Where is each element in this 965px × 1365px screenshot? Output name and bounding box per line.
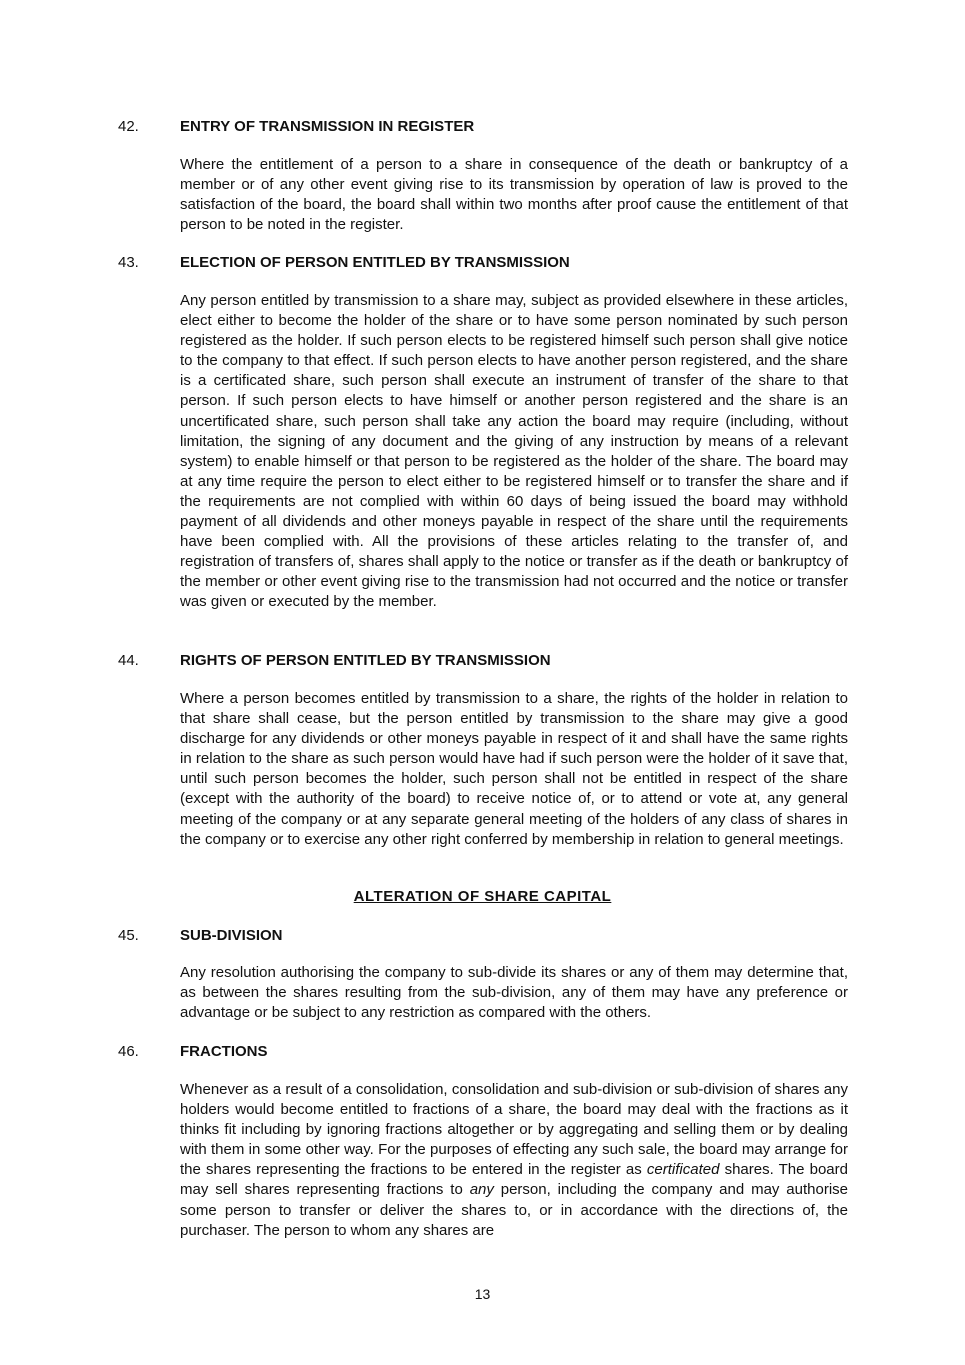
article-title: ENTRY OF TRANSMISSION IN REGISTER [180,118,475,135]
italic-term: certificated [646,1161,720,1179]
article-number: 44. [118,652,139,669]
article-heading [0,1042,965,1062]
article-body: Where a person becomes entitled by transmission to a share, the rights of the holder in relation to that share shall cease, but the person entitled by transmission to the share may give a good discharge for any dividends or other moneys payable in respect of it and shall have the same rights in relation to the share as such person would have had if such person were the holder of it save that, until such person becomes the holder, such person shall not be entitled in respect of the share (except with the authority of the board) to receive notice of, or to attend or vote at, any general meeting of the company or at any separate general meeting of the holders of any class of shares in the company or to exercise any other right conferred by membership in relation to general meetings. [180,690,848,848]
article-title: FRACTIONS [180,1043,268,1060]
italic-term: any [469,1181,494,1199]
article-heading [0,253,965,273]
article-44 [0,651,965,848]
article-body: Where the entitlement of a person to a share in consequence of the death or bankruptcy of a member or of any other event giving rise to its transmission by operation of law is proved to the satisfaction of the board, the board shall within two months after proof cause the entitlement of that person to be noted in the register. [180,156,848,234]
article-number: 43. [118,254,139,271]
page-number: 13 [474,1286,491,1302]
article-title: SUB-DIVISION [180,927,283,944]
article-heading [0,117,965,137]
article-42 [0,117,965,234]
article-heading [0,926,965,946]
article-number: 46. [118,1043,139,1060]
article-body: Any person entitled by transmission to a share may, subject as provided elsewhere in these articles, elect either to become the holder of the share or to have some person nominated by such person registered as the holder. If such person elects to be registered himself such person shall give notice to the company to that effect. If such person elects to have another person registered, and the share is a certificated share, such person shall execute an instrument of transfer of the share to that person. If such person elects to have himself or another person registered and the share is an uncertificated share, such person shall take any action the board may require (including, without limitation, the signing of any document and the giving of any instruction by means of a relevant system) to enable himself or that person to be registered as the holder of the share. The board may at any time require the person to elect either to be registered himself or to transfer the share and if the requirements are not complied with within 60 days of being issued the board may withhold payment of all dividends and other moneys payable in respect of the share until the requirements have been complied with. All the provisions of these articles relating to the transfer of, and registration of transfers of, shares shall apply to the notice or transfer as if the death or bankruptcy of the member or other event giving rise to the transmission had not occurred and the notice or transfer was given or executed by the member. [180,292,848,611]
article-46 [0,1042,965,1239]
article-body: Any resolution authorising the company to sub-divide its shares or any of them may determine that, as between the shares resulting from the sub-division, any of them may have any preference or advantage or be subject to any restriction as compared with the others. [180,964,848,1022]
article-45 [0,926,965,1022]
body-text: Whenever as a result of a consolidation, consolidation and sub-division or sub-division of shares any holders would become entitled to fractions of a share, the board may deal with the fractions as it thinks fit including by ignoring fractions altogether or by aggregating and selling them or by dealing with them in some other way. For the purposes of effecting any such sale, the board may arrange for the shares representing the fractions to be entered in the register as [180,1081,848,1179]
section-heading: ALTERATION OF SHARE CAPITAL [353,888,612,905]
article-heading [0,651,965,671]
body-text: shares. The board may sell shares representing fractions to [180,1161,848,1199]
article-number: 42. [118,118,139,135]
body-text: person, including the company and may authorise some person to transfer or deliver the shares to, or in accordance with the directions of, the purchaser. The person to whom any shares are [180,1181,848,1239]
article-number: 45. [118,927,139,944]
article-title: RIGHTS OF PERSON ENTITLED BY TRANSMISSION [180,652,551,669]
article-43 [0,253,965,611]
article-title: ELECTION OF PERSON ENTITLED BY TRANSMISSION [180,254,570,271]
article-body [180,1080,848,1241]
